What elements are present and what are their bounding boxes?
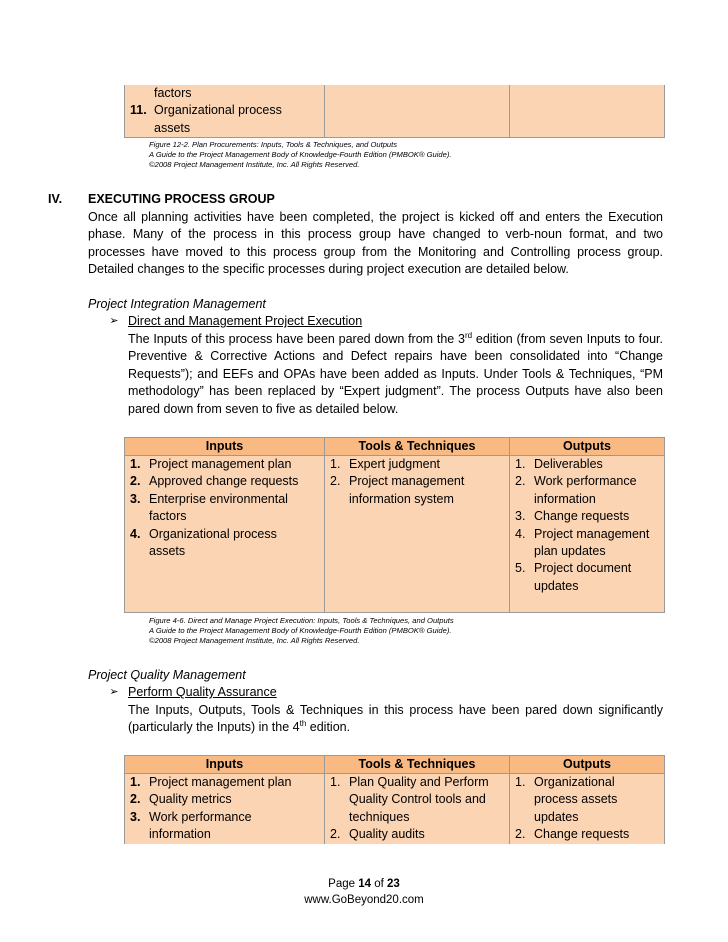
inputs-cell	[125, 774, 325, 845]
list-item: 2. Project management information system	[330, 474, 465, 506]
list-item-continuation: factors	[154, 86, 192, 100]
list-item: 3. Change requests	[515, 509, 630, 524]
col-header-inputs: Inputs	[125, 756, 325, 774]
outputs-list	[510, 456, 664, 595]
site-url[interactable]: www.GoBeyond20.com	[304, 894, 424, 906]
list-item-continuation: assets	[154, 120, 191, 135]
list-item: 2. Approved change requests	[130, 474, 299, 489]
tools-cell	[325, 85, 510, 138]
knowledge-area-heading: Project Integration Management	[88, 297, 266, 311]
caption-line: Figure 4-6. Direct and Manage Project Execution: Inputs, Tools & Techniques, and Outputs	[149, 616, 454, 625]
arrow-bullet-icon: ➢	[109, 315, 119, 327]
process-title: Direct and Management Project Execution	[128, 314, 363, 328]
list-item: 2. Work performance information	[515, 474, 637, 506]
section-body: Once all planning activities have been completed, the project is kicked off and enters the Execution phase. Many of the process in this process group have changed to verb-noun format, and two processes have moved to this process group from the Monitoring and Controlling process group. Detailed changes to the specific processes during project execution are detailed below.	[88, 210, 663, 277]
caption-line: ©2008 Project Management Institute, Inc. All Rights Reserved.	[149, 636, 360, 645]
section-numeral: IV.	[48, 192, 63, 206]
col-header-outputs: Outputs	[510, 756, 665, 774]
col-header-outputs: Outputs	[510, 438, 665, 456]
list-number: 11.	[130, 103, 147, 118]
page-footer	[0, 876, 728, 908]
list-item: 4. Organizational process assets	[130, 526, 277, 559]
list-item: 3. Work performance information	[130, 809, 252, 842]
plan-procurements-table-fragment	[124, 85, 665, 138]
arrow-bullet-icon: ➢	[109, 686, 119, 698]
knowledge-area-heading: Project Quality Management	[88, 668, 246, 682]
list-item: 2. Quality metrics	[130, 792, 232, 807]
caption-line: A Guide to the Project Management Body of Knowledge-Fourth Edition (PMBOK® Guide).	[149, 150, 452, 159]
list-item	[125, 102, 324, 119]
list-item: 5. Project document updates	[515, 561, 632, 593]
list-item: 1. Deliverables	[515, 457, 603, 471]
col-header-inputs: Inputs	[125, 438, 325, 456]
list-item: 1. Organizational process assets updates	[515, 775, 618, 824]
page-number: Page 14 of 23	[328, 878, 400, 890]
figure-caption	[149, 616, 454, 646]
inputs-cell	[125, 85, 325, 138]
list-item: 1. Plan Quality and Perform Quality Control tools and techniques	[330, 775, 489, 824]
list-item: 2. Quality audits	[330, 827, 425, 842]
caption-line: A Guide to the Project Management Body of Knowledge-Fourth Edition (PMBOK® Guide).	[149, 626, 452, 635]
caption-line: ©2008 Project Management Institute, Inc. All Rights Reserved.	[149, 160, 360, 169]
figure-caption	[149, 140, 451, 170]
outputs-cell	[510, 456, 665, 613]
inputs-list	[125, 456, 324, 560]
list-item: 2. Change requests	[515, 827, 630, 842]
inputs-list	[125, 774, 324, 844]
col-header-tools: Tools & Techniques	[325, 756, 510, 774]
col-header-tools: Tools & Techniques	[325, 438, 510, 456]
caption-line: Figure 12-2. Plan Procurements: Inputs, Tools & Techniques, and Outputs	[149, 140, 398, 149]
perform-quality-assurance-table	[124, 755, 665, 844]
section-title: EXECUTING PROCESS GROUP	[88, 192, 275, 206]
process-description: The Inputs, Outputs, Tools & Techniques in this process have been pared down significantly (particularly the Inputs) in the 4th edition.	[128, 703, 663, 735]
process-description: The Inputs of this process have been pared down from the 3rd edition (from seven Inputs to four. Preventive & Corrective Actions and Defect repairs have been consolidated into “Change Requests”); and EEFs and OPAs have been added as Inputs. Under Tools & Techniques, “PM methodology” has been replaced by “Expert judgment”. The process Outputs have also been pared down from seven to five as detailed below.	[128, 330, 663, 416]
list-item: 1. Project management plan	[130, 775, 292, 789]
direct-manage-execution-table	[124, 437, 665, 613]
list-item-text: Organizational process	[154, 103, 282, 118]
outputs-cell	[510, 85, 665, 138]
list-item: 1. Project management plan	[130, 457, 292, 471]
tools-cell	[325, 774, 510, 845]
inputs-cell	[125, 456, 325, 613]
tools-list	[325, 774, 509, 844]
tools-cell	[325, 456, 510, 613]
list-item: 4. Project management plan updates	[515, 526, 650, 559]
outputs-cell	[510, 774, 665, 845]
outputs-list	[510, 774, 664, 844]
tools-list	[325, 456, 509, 508]
process-title: Perform Quality Assurance	[128, 685, 277, 699]
list-item: 1. Expert judgment	[330, 457, 441, 471]
list-item: 3. Enterprise environmental factors	[130, 491, 288, 524]
